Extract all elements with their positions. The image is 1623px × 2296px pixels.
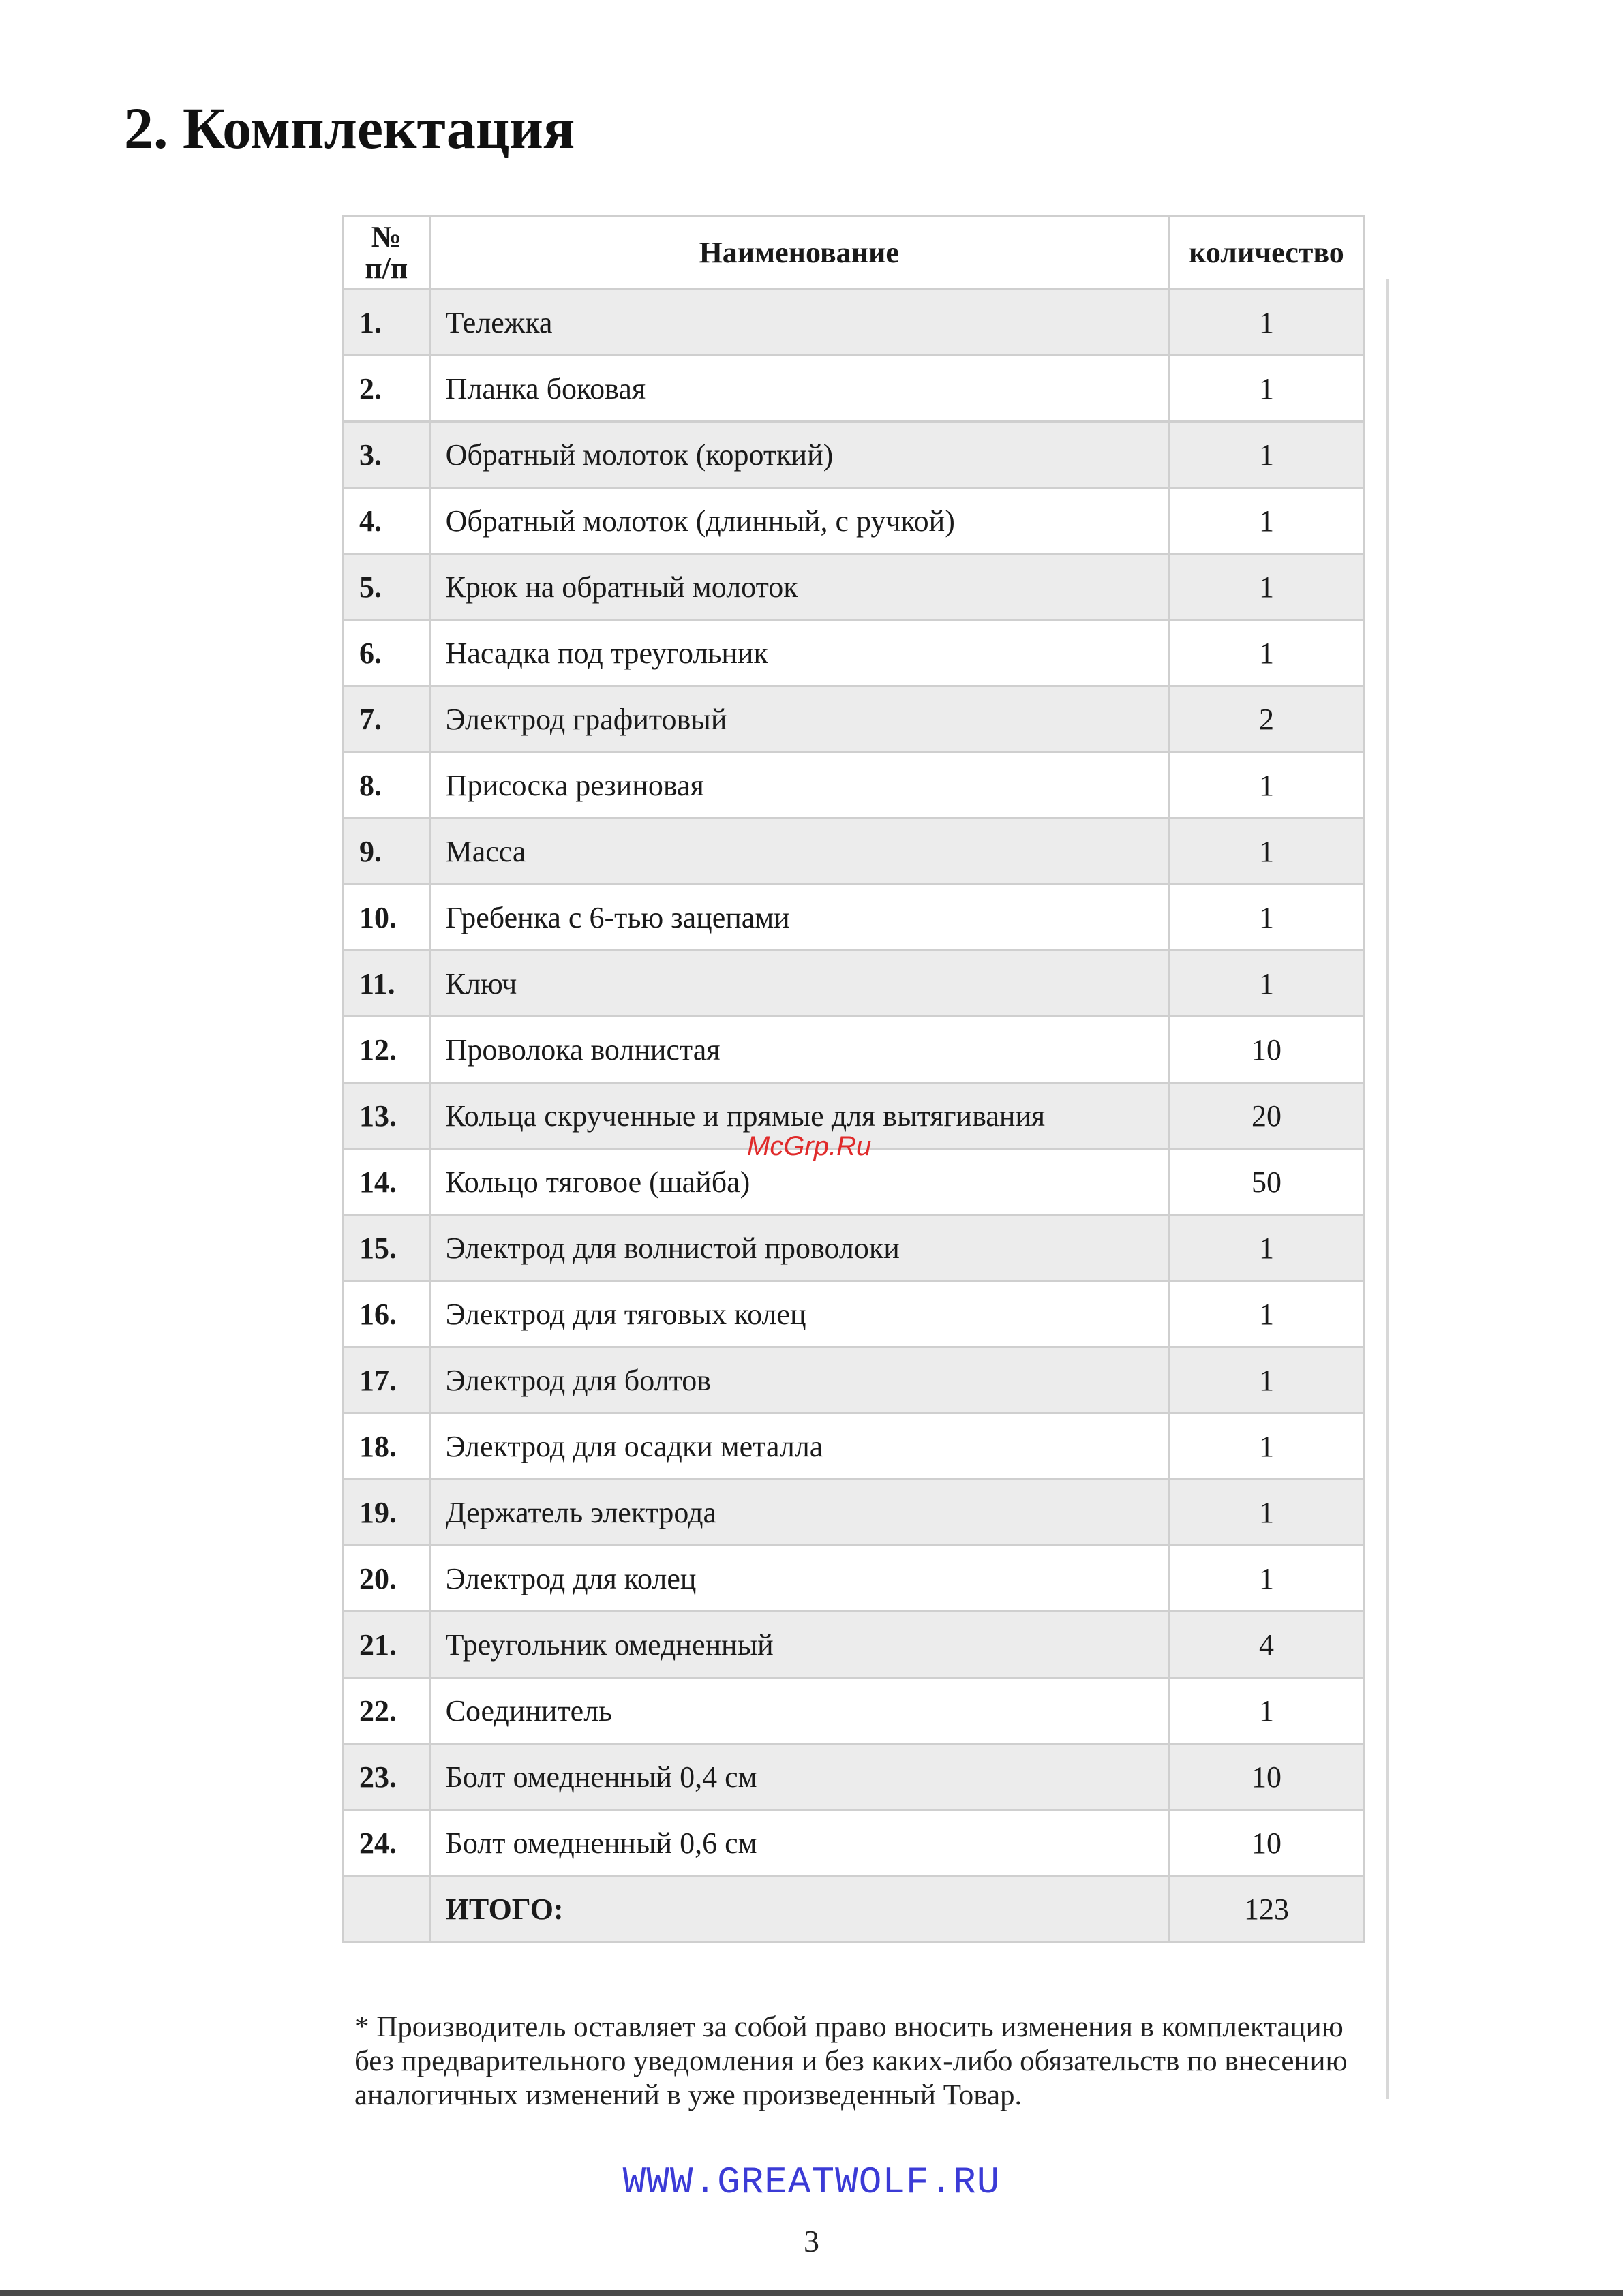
row-name: Электрод для осадки металла	[429, 1413, 1168, 1480]
row-qty: 1	[1168, 1546, 1364, 1612]
row-qty: 1	[1168, 1480, 1364, 1546]
row-name: Треугольник омедненный	[429, 1612, 1168, 1678]
row-number: 12.	[344, 1017, 430, 1083]
row-qty: 1	[1168, 752, 1364, 818]
row-name: Электрод для болтов	[429, 1347, 1168, 1413]
row-name: Обратный молоток (короткий)	[429, 422, 1168, 488]
row-name: Электрод для волнистой проволоки	[429, 1215, 1168, 1281]
margin-rule	[1386, 279, 1389, 2099]
table-row	[344, 422, 1365, 488]
row-number: 17.	[344, 1347, 430, 1413]
total-empty-cell	[344, 1876, 430, 1942]
row-name: Кольцо тяговое (шайба)	[429, 1149, 1168, 1215]
table-row	[344, 290, 1365, 356]
row-number: 20.	[344, 1546, 430, 1612]
row-number: 8.	[344, 752, 430, 818]
row-qty: 1	[1168, 1281, 1364, 1347]
row-number: 22.	[344, 1678, 430, 1744]
table-row	[344, 1810, 1365, 1876]
table-row	[344, 620, 1365, 686]
total-qty: 123	[1168, 1876, 1364, 1942]
row-number: 15.	[344, 1215, 430, 1281]
row-name: Присоска резиновая	[429, 752, 1168, 818]
table-row	[344, 951, 1365, 1017]
row-name: Кольца скрученные и прямые для вытягивания	[429, 1083, 1168, 1149]
table-row	[344, 1612, 1365, 1678]
header-name: Наименование	[429, 217, 1168, 290]
table-row	[344, 554, 1365, 620]
row-name: Электрод для колец	[429, 1546, 1168, 1612]
row-number: 2.	[344, 356, 430, 422]
total-row	[344, 1876, 1365, 1942]
row-name: Проволока волнистая	[429, 1017, 1168, 1083]
table-row	[344, 1678, 1365, 1744]
row-qty: 50	[1168, 1149, 1364, 1215]
table-row	[344, 356, 1365, 422]
row-name: Гребенка с 6-тью зацепами	[429, 885, 1168, 951]
table-header-row	[344, 217, 1365, 290]
row-qty: 1	[1168, 1215, 1364, 1281]
row-qty: 1	[1168, 885, 1364, 951]
watermark: McGrp.Ru	[747, 1131, 872, 1161]
table-row	[344, 686, 1365, 752]
row-qty: 4	[1168, 1612, 1364, 1678]
kit-table-container	[342, 215, 1365, 1943]
row-qty: 1	[1168, 1413, 1364, 1480]
row-qty: 20	[1168, 1083, 1364, 1149]
row-name: Держатель электрода	[429, 1480, 1168, 1546]
row-qty: 1	[1168, 620, 1364, 686]
table-row	[344, 1546, 1365, 1612]
row-name: Масса	[429, 818, 1168, 885]
row-qty: 1	[1168, 951, 1364, 1017]
page-heading: 2. Комплектация	[124, 95, 575, 161]
row-name: Обратный молоток (длинный, с ручкой)	[429, 488, 1168, 554]
row-number: 9.	[344, 818, 430, 885]
row-qty: 2	[1168, 686, 1364, 752]
row-qty: 10	[1168, 1810, 1364, 1876]
row-number: 5.	[344, 554, 430, 620]
row-name: Электрод графитовый	[429, 686, 1168, 752]
header-num	[344, 217, 430, 290]
row-name: Болт омедненный 0,6 см	[429, 1810, 1168, 1876]
row-number: 7.	[344, 686, 430, 752]
row-name: Электрод для тяговых колец	[429, 1281, 1168, 1347]
row-number: 14.	[344, 1149, 430, 1215]
row-number: 16.	[344, 1281, 430, 1347]
row-qty: 10	[1168, 1744, 1364, 1810]
table-row	[344, 1215, 1365, 1281]
row-qty: 1	[1168, 1347, 1364, 1413]
website-link[interactable]: WWW.GREATWOLF.RU	[622, 2160, 1001, 2204]
row-name: Ключ	[429, 951, 1168, 1017]
page-bottom-rule	[0, 2290, 1623, 2296]
row-name: Насадка под треугольник	[429, 620, 1168, 686]
footnote: * Производитель оставляет за собой право вносить изменения в комплектацию без предварительного уведомления и без каких-либо обязательств по внесению аналогичных изменений в уже произведенный Товар.	[354, 2011, 1348, 2111]
row-number: 11.	[344, 951, 430, 1017]
row-name: Болт омедненный 0,4 см	[429, 1744, 1168, 1810]
table-row	[344, 488, 1365, 554]
table-row	[344, 1480, 1365, 1546]
table-row	[344, 1347, 1365, 1413]
row-number: 13.	[344, 1083, 430, 1149]
row-name: Крюк на обратный молоток	[429, 554, 1168, 620]
header-num-label: № п/п	[365, 220, 408, 285]
header-qty: количество	[1168, 217, 1364, 290]
row-qty: 10	[1168, 1017, 1364, 1083]
row-qty: 1	[1168, 818, 1364, 885]
row-number: 4.	[344, 488, 430, 554]
table-row	[344, 885, 1365, 951]
table-row	[344, 818, 1365, 885]
row-number: 24.	[344, 1810, 430, 1876]
row-number: 6.	[344, 620, 430, 686]
row-qty: 1	[1168, 290, 1364, 356]
row-qty: 1	[1168, 488, 1364, 554]
row-qty: 1	[1168, 1678, 1364, 1744]
row-number: 23.	[344, 1744, 430, 1810]
page-number: 3	[804, 2224, 819, 2259]
total-label: ИТОГО:	[429, 1876, 1168, 1942]
row-number: 3.	[344, 422, 430, 488]
row-name: Тележка	[429, 290, 1168, 356]
row-qty: 1	[1168, 356, 1364, 422]
kit-table-body	[344, 290, 1365, 1942]
row-qty: 1	[1168, 422, 1364, 488]
kit-table	[342, 215, 1365, 1943]
row-number: 10.	[344, 885, 430, 951]
table-row	[344, 1017, 1365, 1083]
table-row	[344, 1744, 1365, 1810]
table-row	[344, 752, 1365, 818]
row-name: Соединитель	[429, 1678, 1168, 1744]
row-number: 18.	[344, 1413, 430, 1480]
row-number: 1.	[344, 290, 430, 356]
table-row	[344, 1413, 1365, 1480]
row-name: Планка боковая	[429, 356, 1168, 422]
table-row	[344, 1281, 1365, 1347]
row-number: 21.	[344, 1612, 430, 1678]
row-number: 19.	[344, 1480, 430, 1546]
row-qty: 1	[1168, 554, 1364, 620]
